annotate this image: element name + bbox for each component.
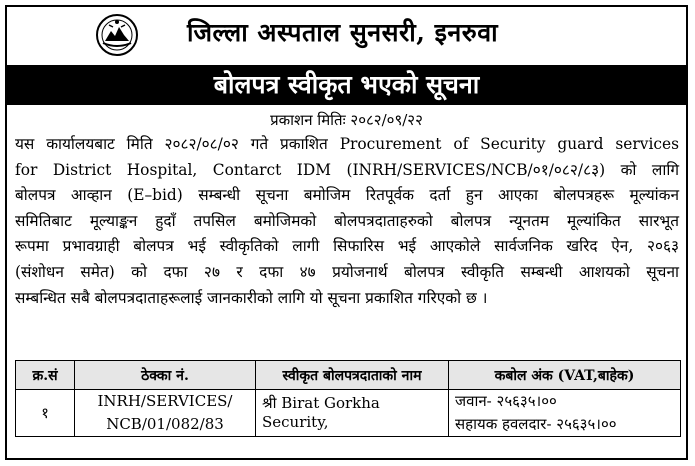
notice-line: यस कार्यालयबाट मिति २०८२/०८/०२ गते प्रकाशित Procurement of Security guard services: [15, 135, 679, 153]
notice-line: समितिबाट मूल्याङ्कन हुदाँ तपसिल बमोजिमको बोलपत्रदाताहरुको बोलपत्र न्यूनतम मूल्यांकित सारभूत: [15, 211, 679, 230]
table-header-row: [16, 361, 681, 390]
header-contract-no: ठेक्का नं.: [75, 361, 256, 390]
amount-line: जवान- २५६३५।००: [455, 392, 557, 410]
notice-line: बोलपत्र आव्हान (E–bid) सम्बन्धी सूचना बमोजिम रितपूर्वक दर्ता हुन आएका बोलपत्रहरू मूल्यांकन: [15, 186, 679, 205]
cell-contract-no: [75, 390, 256, 437]
notice-line: for District Hospital, Contarct IDM (INRH/SERVICES/NCB/०१/०८२/८३) को लागि: [15, 160, 679, 179]
organization-title: जिल्ला अस्पताल सुनसरी, इनरुवा: [187, 18, 499, 47]
header-serial: क्र.सं: [16, 361, 75, 390]
cell-serial: १: [16, 390, 75, 437]
header: [7, 7, 686, 67]
notice-line: (संशोधन समेत) को दफा २७ र दफा ४७ प्रयोजनार्थ बोलपत्र स्वीकृति सम्बन्धी आशयको सूचना: [15, 262, 679, 281]
notice-banner: बोलपत्र स्वीकृत भएको सूचना: [7, 65, 686, 105]
cell-bid-amount: [449, 390, 681, 437]
published-date: प्रकाशन मितिः २०८२/०९/२२: [270, 111, 423, 129]
nepal-government-emblem-icon: [95, 13, 139, 57]
table-row: [16, 390, 681, 437]
contract-no-line: NCB/01/082/83: [106, 415, 224, 433]
award-table: [15, 360, 681, 437]
notice-line: सम्बन्धित सबै बोलपत्रदाताहरूलाई जानकारीको लागि यो सूचना प्रकाशित गरिएको छ ।: [15, 288, 488, 307]
amount-line: सहायक हवलदार- २५६३५।००: [455, 415, 617, 433]
header-bid-amount: कबोल अंक (VAT,बाहेक): [449, 361, 681, 390]
header-bidder-name: स्वीकृत बोलपत्रदाताको नाम: [256, 361, 449, 390]
cell-bidder-name: श्री Birat Gorkha Security,: [256, 390, 449, 437]
contract-no-line: INRH/SERVICES/: [97, 392, 233, 410]
notice-frame: [5, 5, 688, 460]
notice-line: रूपमा प्रभावग्राही बोलपत्र भई स्वीकृतिको लागी सिफारिस भई आएकोले सार्वजनिक खरिद ऐन, २०६३: [15, 237, 679, 256]
notice-body: [15, 132, 679, 311]
